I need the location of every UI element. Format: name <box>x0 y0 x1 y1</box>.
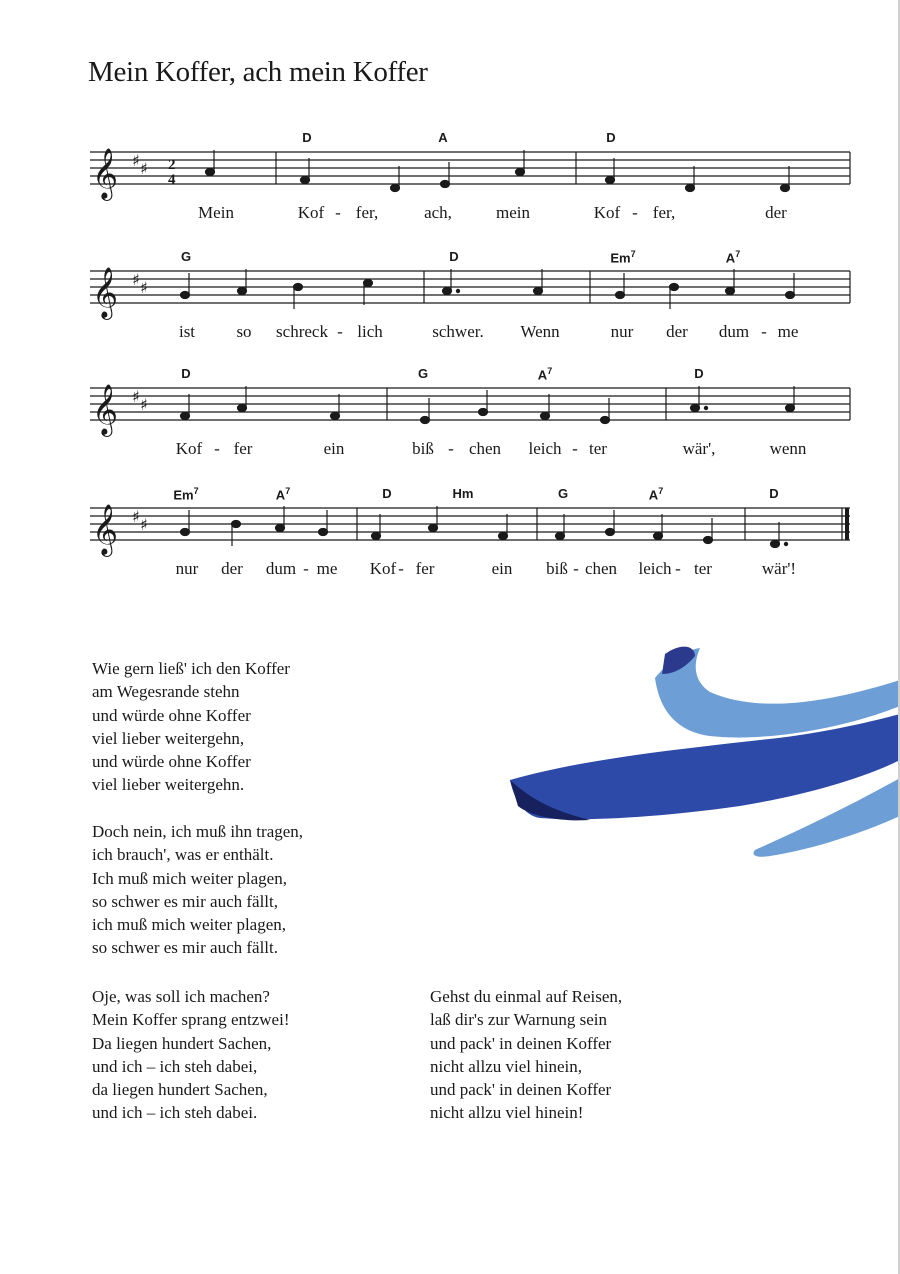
treble-clef-icon: 𝄞 <box>92 384 119 435</box>
verse-1 <box>92 657 290 797</box>
lyric-syllable: - <box>398 559 404 578</box>
chord-extension: 7 <box>658 486 664 496</box>
lyric-syllable: dum <box>718 322 750 341</box>
lyric-syllable: Kof <box>369 559 397 578</box>
treble-clef-icon: 𝄞 <box>92 267 119 318</box>
lyric-syllable: der <box>765 203 787 222</box>
lyric-syllable: Kof <box>593 203 621 222</box>
staff-1 <box>90 128 852 208</box>
lyric-syllable: ein <box>323 439 345 458</box>
chord-label: D <box>382 486 392 501</box>
lyric-syllable: - <box>303 559 309 578</box>
lyric-syllable: nur <box>175 559 199 578</box>
lyric-syllable: ach, <box>424 203 452 222</box>
lyric-syllable: Kof <box>297 203 325 222</box>
sharp-icon: ♯ <box>132 387 140 406</box>
chord-label: D <box>769 486 779 501</box>
chord-label: D <box>694 366 704 381</box>
staff-3 <box>90 364 852 444</box>
lyric-syllable: - <box>335 203 341 222</box>
verse-line: viel lieber weitergehn. <box>92 775 245 795</box>
lyric-syllable: - <box>337 322 343 341</box>
chord-label: $A^7$ <box>725 249 741 266</box>
verse-line: und pack' in deinen Koffer <box>430 1080 612 1100</box>
chord-label: D <box>181 366 191 381</box>
lyric-syllable: wenn <box>769 439 807 458</box>
verse-line: Mein Koffer sprang entzwei! <box>92 1010 290 1030</box>
verse-line: ich muß mich weiter plagen, <box>92 915 287 935</box>
lyric-syllable: wär'! <box>761 559 797 578</box>
final-barline <box>845 508 849 540</box>
lyric-syllable: fer <box>233 439 253 458</box>
lyric-syllable: ter <box>694 559 712 578</box>
lyric-syllable: Kof <box>175 439 203 458</box>
verse-line: und pack' in deinen Koffer <box>430 1033 612 1053</box>
lyric-syllable: chen <box>468 439 502 458</box>
chord-label: $A^7$ <box>648 486 664 503</box>
treble-clef-icon: 𝄞 <box>92 504 119 555</box>
lyric-syllable: ein <box>491 559 513 578</box>
chord-label: G <box>417 366 429 381</box>
lyric-syllable: dum <box>265 559 297 578</box>
lyric-syllable: lich <box>357 322 383 341</box>
verse-line: so schwer es mir auch fällt, <box>92 891 278 911</box>
verse-3 <box>92 985 289 1125</box>
verse-line: ich brauch', was er enthält. <box>92 845 274 865</box>
chord-extension: 7 <box>193 486 199 496</box>
chord-extension: 7 <box>735 249 741 259</box>
lyric-syllable: leich <box>638 559 672 578</box>
sharp-icon: ♯ <box>140 515 148 534</box>
verse-line: viel lieber weitergehn, <box>92 728 245 748</box>
chord-label: Hm <box>452 486 474 501</box>
time-signature-bottom: 4 <box>168 172 176 188</box>
chord-label: G <box>180 249 192 264</box>
lyric-syllable: - <box>572 439 578 458</box>
lyric-syllable: me <box>316 559 338 578</box>
treble-clef-icon: 𝄞 <box>92 148 119 199</box>
verse-line: nicht allzu viel hinein, <box>430 1056 583 1076</box>
verse-line: Gehst du einmal auf Reisen, <box>430 987 623 1006</box>
music-system-2 <box>90 247 852 341</box>
verse-line: nicht allzu viel hinein! <box>430 1103 584 1123</box>
lyric-syllable: der <box>666 322 688 341</box>
lyric-syllable: fer <box>415 559 435 578</box>
verse-line: Da liegen hundert Sachen, <box>92 1033 272 1053</box>
chord-label: G <box>557 486 569 501</box>
lyric-syllable: - <box>632 203 638 222</box>
lyric-syllable: fer, <box>652 203 676 222</box>
lyric-syllable: biß <box>412 439 434 458</box>
lyric-syllable: me <box>777 322 799 341</box>
chord-label: Em$^7$ <box>173 486 199 503</box>
lyric-syllable: Wenn <box>520 322 560 341</box>
lyric-syllable: wär', <box>682 439 716 458</box>
chord-label: D <box>449 249 459 264</box>
verse-line: und würde ohne Koffer <box>92 705 251 725</box>
lyric-syllable: fer, <box>355 203 379 222</box>
sharp-icon: ♯ <box>140 395 148 414</box>
verse-2 <box>92 820 303 960</box>
lyric-syllable: ist <box>178 322 196 341</box>
lyric-syllable: - <box>214 439 220 458</box>
lyric-syllable: - <box>675 559 681 578</box>
verse-line: Ich muß mich weiter plagen, <box>92 868 287 888</box>
chord-label: $A^7$ <box>275 486 291 503</box>
sharp-icon: ♯ <box>132 270 140 289</box>
chord-extension: 7 <box>630 249 636 259</box>
verse-line: da liegen hundert Sachen, <box>92 1080 268 1100</box>
lyric-syllable: schwer. <box>432 322 484 341</box>
music-system-4 <box>90 484 852 578</box>
verse-line: und ich – ich steh dabei, <box>92 1056 258 1076</box>
time-signature-top: 2 <box>168 157 176 173</box>
sharp-icon: ♯ <box>140 278 148 297</box>
chord-extension: 7 <box>285 486 291 496</box>
music-system-1 <box>90 128 852 222</box>
sharp-icon: ♯ <box>132 507 140 526</box>
lyric-syllable: so <box>236 322 252 341</box>
chord-extension: 7 <box>547 366 553 376</box>
lyric-syllable: schreck <box>276 322 328 341</box>
music-system-3 <box>90 364 852 458</box>
sharp-icon: ♯ <box>132 151 140 170</box>
lyric-syllable: nur <box>610 322 634 341</box>
lyric-syllable: leich <box>528 439 562 458</box>
verse-line: und würde ohne Koffer <box>92 752 251 772</box>
sharp-icon: ♯ <box>140 159 148 178</box>
chord-label: D <box>302 130 312 145</box>
lyric-syllable: - <box>761 322 767 341</box>
lyric-syllable: der <box>221 559 243 578</box>
verse-line: laß dir's zur Warnung sein <box>430 1010 608 1030</box>
lyric-syllable: - <box>448 439 454 458</box>
chord-label: Em$^7$ <box>610 249 636 266</box>
lyric-syllable: chen <box>584 559 618 578</box>
brush-stroke-illustration <box>470 610 900 870</box>
lyric-syllable: ter <box>589 439 607 458</box>
notes-4 <box>181 506 788 548</box>
verse-line: Oje, was soll ich machen? <box>92 987 270 1006</box>
song-title: Mein Koffer, ach mein Koffer <box>88 56 428 88</box>
chord-label: $A^7$ <box>537 366 553 383</box>
verse-line: am Wegesrande stehn <box>92 682 240 702</box>
chord-label: D <box>606 130 616 145</box>
lyric-syllable: mein <box>496 203 530 222</box>
verse-line: so schwer es mir auch fällt. <box>92 938 278 958</box>
verse-line: Wie gern ließ' ich den Koffer <box>92 659 290 678</box>
chord-label: A <box>438 130 448 145</box>
lyric-syllable: Mein <box>198 203 234 222</box>
verse-line: Doch nein, ich muß ihn tragen, <box>92 822 304 841</box>
notes-3 <box>181 386 795 424</box>
lyric-syllable: - <box>573 559 579 578</box>
verse-line: und ich – ich steh dabei. <box>92 1103 258 1123</box>
verse-4 <box>430 985 622 1125</box>
notes-1 <box>206 150 790 192</box>
lyric-syllable: biß <box>546 559 568 578</box>
